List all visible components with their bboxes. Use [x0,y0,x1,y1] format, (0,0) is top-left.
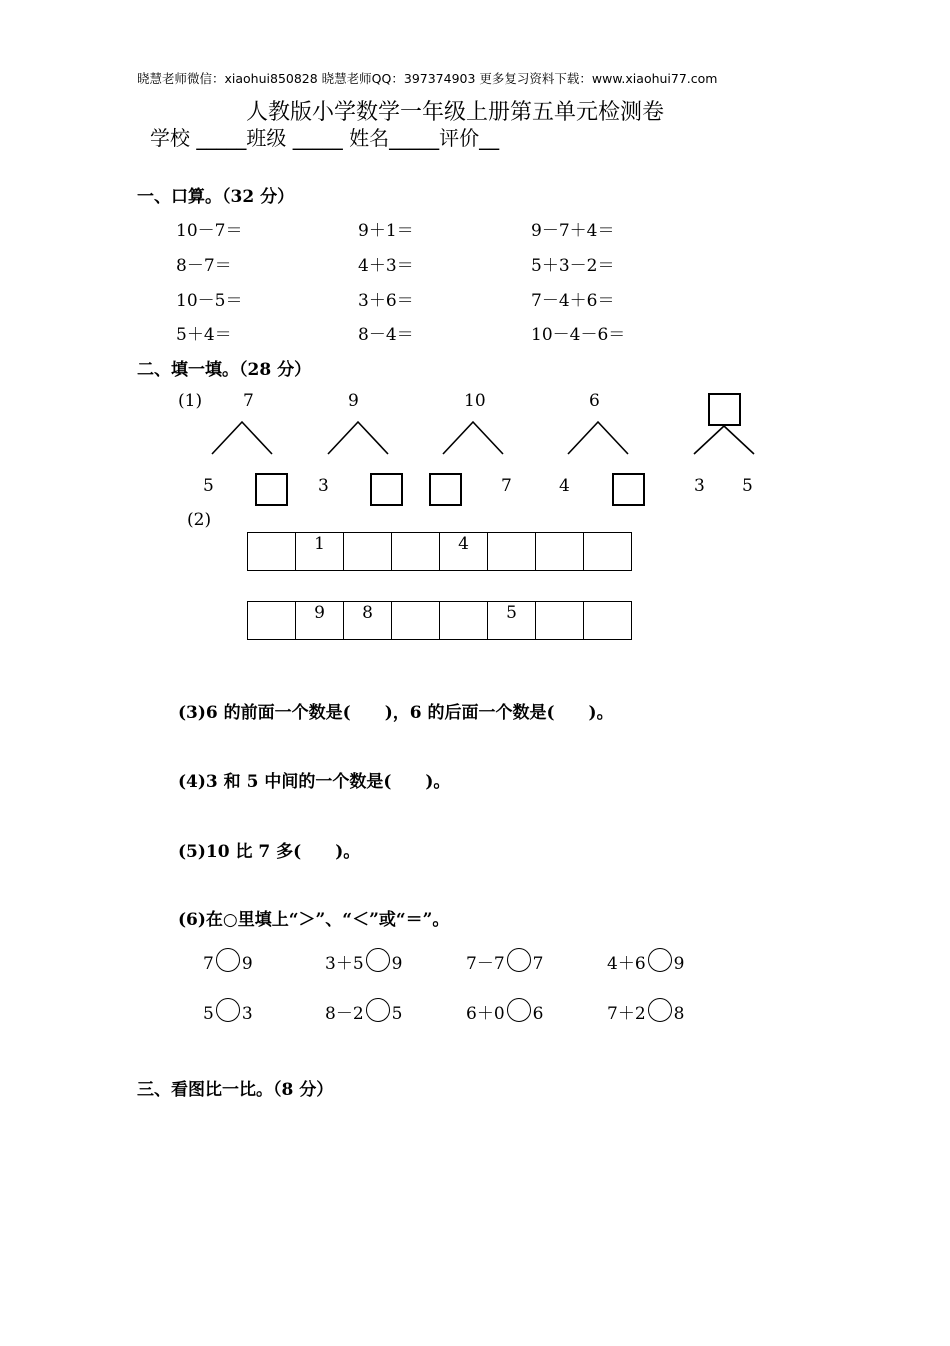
question-1-label: (1) [178,391,203,411]
compare-item [466,998,543,1024]
equation: 8－7＝ [176,256,232,276]
strip-cell[interactable] [248,602,296,640]
answer-box[interactable] [370,473,403,506]
equation: 9－7＋4＝ [531,221,615,241]
tree-right-number: 7 [501,476,512,496]
equation: 10－7＝ [176,221,243,241]
tree-right-number: 5 [742,476,753,496]
question-5: (5)10 比 7 多( )。 [178,842,361,862]
student-info-line: 学校 _____班级 _____ 姓名_____评价__ [150,126,500,150]
branch-lines [566,420,630,456]
compare-right: 3 [241,1004,253,1024]
strip-cell[interactable] [392,602,440,640]
branch-lines [441,420,505,456]
compare-circle[interactable] [648,998,672,1022]
compare-circle[interactable] [507,948,531,972]
compare-left: 7 [203,954,214,974]
compare-left: 3＋5 [325,954,364,974]
compare-right: 9 [241,954,253,974]
compare-left: 7－7 [466,954,505,974]
strip-cell[interactable] [536,533,584,571]
question-3: (3)6 的前面一个数是( )，6 的后面一个数是( )。 [178,703,614,723]
answer-box[interactable] [429,473,462,506]
compare-right: 9 [391,954,403,974]
answer-box[interactable] [612,473,645,506]
tree-left-number: 5 [203,476,214,496]
compare-circle[interactable] [216,998,240,1022]
compare-left: 8－2 [325,1004,364,1024]
answer-box[interactable] [708,393,741,426]
compare-circle[interactable] [366,948,390,972]
tree-top-number: 7 [243,391,254,411]
compare-item [607,998,684,1024]
answer-box[interactable] [255,473,288,506]
compare-right: 5 [391,1004,403,1024]
compare-right: 8 [673,1004,685,1024]
section1-heading: 一、口算。（32 分） [137,187,295,207]
tree-left-number: 3 [318,476,329,496]
tree-top-number: 10 [464,391,486,411]
page-title: 人教版小学数学一年级上册第五单元检测卷 [246,100,665,125]
compare-item [607,948,684,974]
compare-item [466,948,543,974]
strip-cell[interactable] [488,533,536,571]
strip-cell: 9 [296,602,344,640]
equation: 10－4－6＝ [531,325,626,345]
compare-right: 9 [673,954,685,974]
compare-left: 5 [203,1004,214,1024]
question-6: (6)在○里填上“＞”、“＜”或“＝”。 [178,910,450,930]
compare-circle[interactable] [507,998,531,1022]
strip-cell[interactable] [536,602,584,640]
strip-cell: 4 [440,533,488,571]
equation: 8－4＝ [358,325,414,345]
compare-item [203,948,253,974]
question-2-label: (2) [187,510,212,530]
compare-item [325,948,402,974]
equation: 3＋6＝ [358,291,414,311]
strip-cell[interactable] [392,533,440,571]
equation: 10－5＝ [176,291,243,311]
compare-left: 4＋6 [607,954,646,974]
strip-cell[interactable] [440,602,488,640]
tree-top-number: 9 [348,391,359,411]
branch-lines [210,420,274,456]
compare-left: 6＋0 [466,1004,505,1024]
strip-cell: 8 [344,602,392,640]
equation: 5＋4＝ [176,325,232,345]
compare-circle[interactable] [216,948,240,972]
equation: 4＋3＝ [358,256,414,276]
strip-cell[interactable] [248,533,296,571]
tree-left-number: 3 [694,476,705,496]
strip-cell: 1 [296,533,344,571]
number-strip-1 [247,532,632,571]
equation: 9＋1＝ [358,221,414,241]
strip-cell[interactable] [584,533,632,571]
section2-heading: 二、填一填。（28 分） [137,360,312,380]
compare-item [325,998,402,1024]
tree-left-number: 4 [559,476,570,496]
section3-heading: 三、看图比一比。（8 分） [137,1080,334,1100]
compare-right: 6 [532,1004,544,1024]
tree-top-number: 6 [589,391,600,411]
compare-left: 7＋2 [607,1004,646,1024]
equation: 7－4＋6＝ [531,291,615,311]
header-line: 晓慧老师微信：xiaohui850828 晓慧老师QQ：397374903 更多复习资料下载：www.xiaohui77.com [137,71,718,86]
compare-circle[interactable] [366,998,390,1022]
question-4: (4)3 和 5 中间的一个数是( )。 [178,772,451,792]
compare-right: 7 [532,954,544,974]
compare-item [203,998,253,1024]
number-strip-2 [247,601,632,640]
branch-lines [326,420,390,456]
branch-lines [692,424,756,456]
strip-cell: 5 [488,602,536,640]
strip-cell[interactable] [584,602,632,640]
strip-cell[interactable] [344,533,392,571]
equation: 5＋3－2＝ [531,256,615,276]
compare-circle[interactable] [648,948,672,972]
